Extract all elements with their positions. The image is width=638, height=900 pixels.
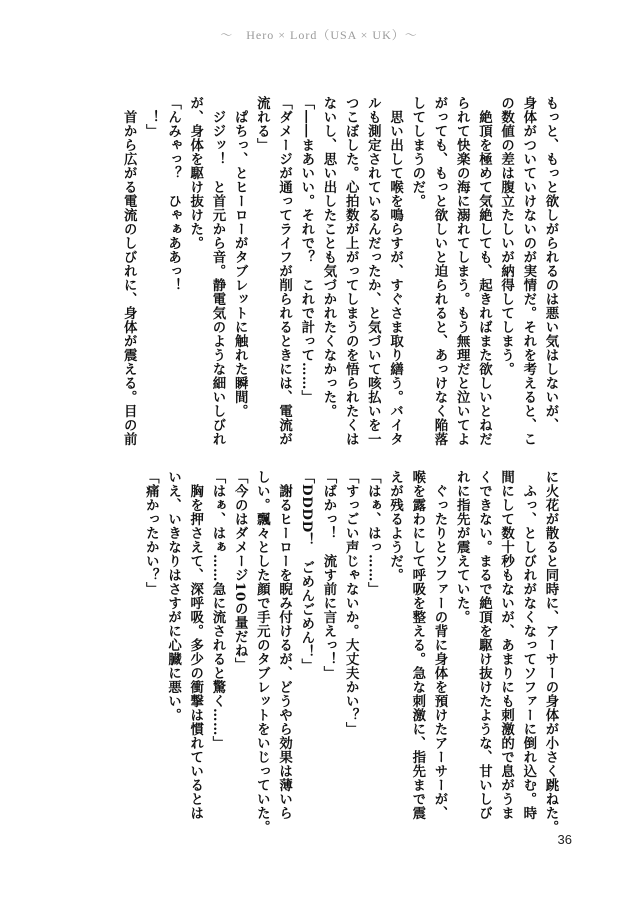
text-line: 首から広がる電流のしびれに、身体が震える。目の前: [121, 96, 138, 446]
text-line: もっと、もっと欲しがられるのは悪い気はしないが、: [543, 96, 559, 432]
text-line: ふっ、としびれがなくなってソファーに倒れ込む。時: [520, 470, 537, 820]
lower-text-block: [82, 470, 562, 834]
upper-text-block: [82, 96, 562, 446]
text-line: 「ばかっ！ 流す前に言えっ！」: [320, 470, 337, 680]
text-line: れに指先が震えていた。: [454, 470, 471, 624]
text-line: ！」: [143, 96, 160, 138]
text-line: 「DDDD！ ごめんごめん！」: [298, 470, 315, 673]
text-line: 「今のはダメージ10の量だね」: [232, 470, 249, 672]
text-line: がっても、もっと欲しいと迫られると、あっけなく陥落: [431, 96, 448, 446]
text-line: が、身体を駆け抜けた。: [187, 96, 204, 250]
text-line: 「はぁ、はっ……」: [365, 470, 382, 596]
text-line: つこぼした。心拍数が上がってしまうのを悟られたくは: [343, 96, 360, 446]
text-line: 流れる」: [254, 96, 271, 152]
text-line: してしまうのだ。: [409, 96, 426, 208]
text-line: 胸を押さえて、深呼吸。多少の衝撃は慣れているとは: [187, 470, 204, 820]
text-line: 「ダメージが通ってライフが削られるときには、電流が: [276, 96, 293, 446]
text-line: 思い出して喉を鳴らすが、すぐさま取り繕う。バイタ: [387, 96, 404, 446]
text-line: 「はぁ、はぁ……急に流されると驚く……」: [209, 470, 226, 750]
text-line: ジジッ！ と首元から音。静電気のような細いしびれ: [209, 96, 226, 446]
text-line: 謝るヒーローを睨み付けるが、どうやら効果は薄いら: [276, 470, 293, 820]
text-line: ないし、思い出したことも気づかれたくなかった。: [320, 96, 337, 418]
text-line: 喉を露わにして呼吸を整える。急な刺激に、指先まで震: [409, 470, 426, 820]
text-line: ぱちっ、とヒーローがタブレットに触れた瞬間。: [232, 96, 249, 418]
text-line: いえ、いきなりはさすがに心臓に悪い。: [165, 470, 182, 722]
running-header: ～ Hero × Lord（USA × UK）～: [220, 28, 418, 42]
text-line: くできない。まるで絶頂を駆け抜けたような、甘いしび: [476, 470, 493, 820]
text-line: 「痛かったかい？」: [143, 470, 160, 596]
text-line: ぐったりとソファーの背に身体を預けたアーサーが、: [431, 470, 448, 820]
text-line: 「すっごい声じゃないか。大丈夫かい？」: [343, 470, 360, 736]
text-line: られて快楽の海に溺れてしまう。もう無理だと泣いてよ: [454, 96, 471, 446]
text-line: に火花が散ると同時に、アーサーの身体が小さく跳ねた。: [543, 470, 559, 834]
text-line: しい。飄々とした顔で手元のタブレットをいじっていた。: [254, 470, 271, 834]
text-line: えが残るようだ。: [387, 470, 404, 582]
text-line: 間にして数十秒もないが、あまりにも刺激的で息がうま: [498, 470, 515, 820]
text-line: ルも測定されているんだったか、と気づいて咳払いを一: [365, 96, 382, 446]
page-number: 36: [557, 832, 572, 847]
text-line: の数値の差は腹立たしいが納得してしまう。: [498, 96, 515, 376]
text-line: 身体がついていけないのが実情だ。それを考えると、こ: [520, 96, 537, 446]
text-line: 「んみゃっ？ ひゃぁああっ！: [165, 96, 182, 292]
text-line: 「――まあいい。それで？ これで計って……」: [298, 96, 315, 404]
text-line: 絶頂を極めて気絶しても、起きればまた欲しいとねだ: [476, 96, 493, 446]
